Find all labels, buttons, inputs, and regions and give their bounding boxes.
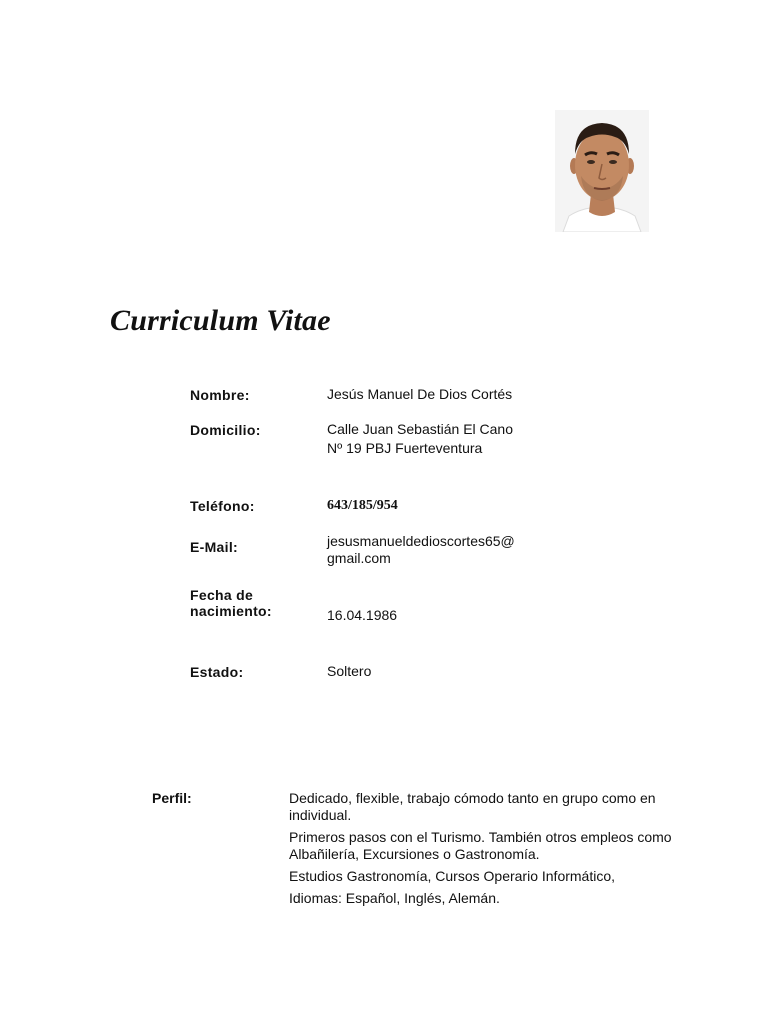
nombre-label: Nombre: <box>190 387 250 403</box>
perfil-text <box>289 790 689 912</box>
telefono-label: Teléfono: <box>190 498 255 514</box>
estado-value: Soltero <box>327 663 372 679</box>
perfil-paragraph-2: Primeros pasos con el Turismo. También otros empleos como Albañilería, Excursiones o Gastronomía. <box>289 829 672 862</box>
domicilio-label: Domicilio: <box>190 422 261 438</box>
email-label: E-Mail: <box>190 539 238 555</box>
fecha-label <box>190 587 272 619</box>
fecha-value: 16.04.1986 <box>327 607 398 623</box>
perfil-paragraph-1: Dedicado, flexible, trabajo cómodo tanto en grupo como en individual. <box>289 790 656 823</box>
perfil-paragraph-3: Estudios Gastronomía, Cursos Operario Informático, <box>289 868 616 884</box>
email-line-1: jesusmanueldedioscortes65@ <box>327 533 515 549</box>
domicilio-line-2: Nº 19 PBJ Fuerteventura <box>327 440 483 456</box>
page-title: Curriculum Vitae <box>110 304 331 337</box>
perfil-label: Perfil: <box>152 790 192 806</box>
fecha-label-line-1: Fecha de <box>190 587 254 603</box>
email-value <box>327 533 515 567</box>
nombre-value: Jesús Manuel De Dios Cortés <box>327 386 513 402</box>
portrait-image <box>555 110 649 232</box>
perfil-paragraph-4: Idiomas: Español, Inglés, Alemán. <box>289 890 500 906</box>
profile-photo <box>555 110 649 232</box>
domicilio-line-1: Calle Juan Sebastián El Cano <box>327 421 514 437</box>
domicilio-value <box>327 420 513 458</box>
telefono-value: 643/185/954 <box>327 498 398 513</box>
fecha-label-line-2: nacimiento: <box>190 603 272 619</box>
estado-label: Estado: <box>190 664 244 680</box>
email-line-2: gmail.com <box>327 550 391 566</box>
